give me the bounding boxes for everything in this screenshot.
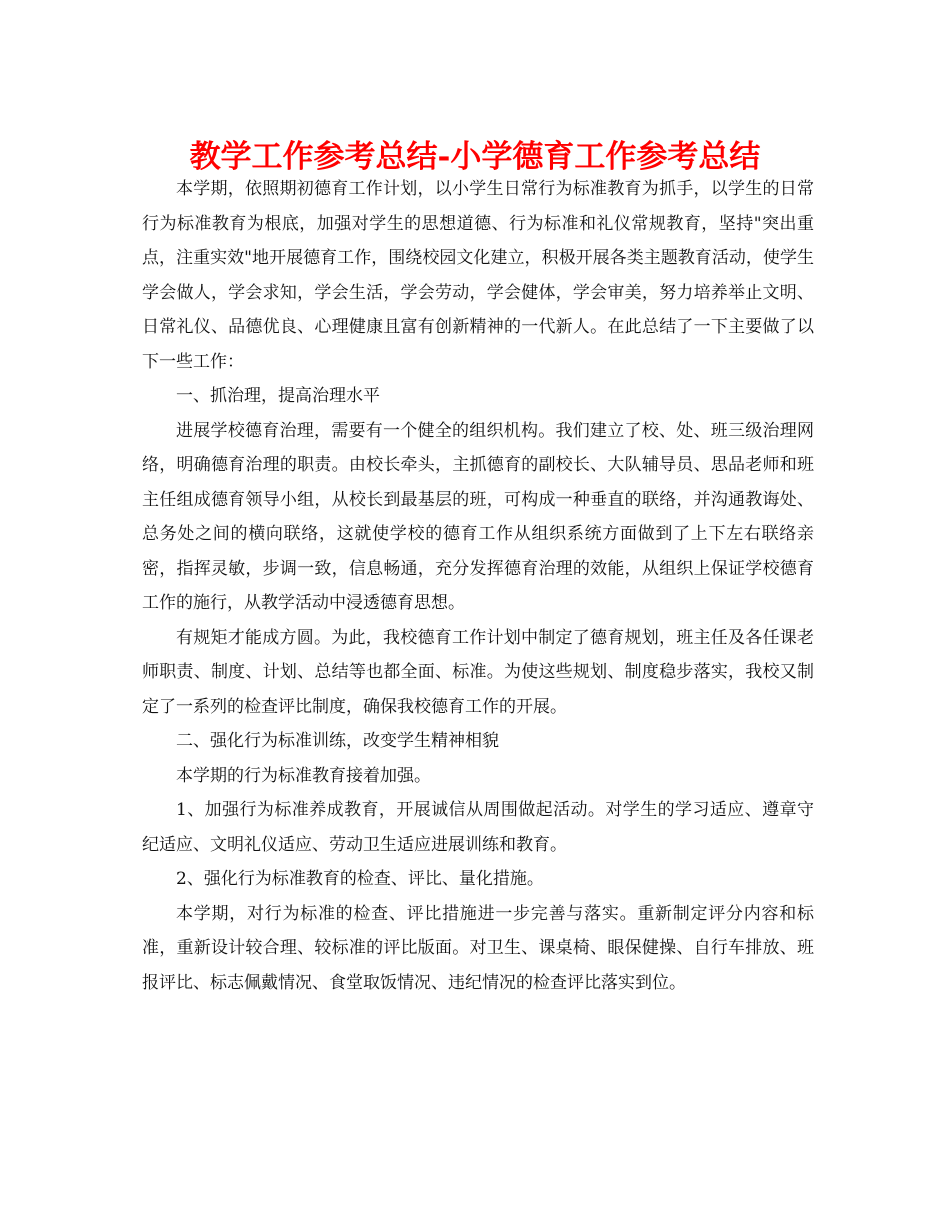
document-body xyxy=(142,172,814,1000)
paragraph-intro: 本学期，依照期初德育工作计划，以小学生日常行为标准教育为抓手，以学生的日常行为标准教育为根底，加强对学生的思想道德、行为标准和礼仪常规教育，坚持"突出重点，注重实效"地开展德育工作，围绕校园文化建立，积极开展各类主题教育活动，使学生学会做人，学会求知，学会生活，学会劳动，学会健体，学会审美，努力培养举止文明、日常礼仪、品德优良、心理健康且富有创新精神的一代新人。在此总结了一下主要做了以下一些工作： xyxy=(142,179,814,372)
paragraph: 进展学校德育治理，需要有一个健全的组织机构。我们建立了校、处、班三级治理网络，明确德育治理的职责。由校长牵头，主抓德育的副校长、大队辅导员、思品老师和班主任组成德育领导小组，从校长到最基层的班，可构成一种垂直的联络，并沟通教诲处、总务处之间的横向联络，这就使学校的德育工作从组织系统方面做到了上下左右联络亲密，指挥灵敏，步调一致，信息畅通，充分发挥德育治理的效能，从组织上保证学校德育工作的施行，从教学活动中浸透德育思想。 xyxy=(142,420,814,613)
section-heading-2: 二、强化行为标准训练，改变学生精神相貌 xyxy=(176,731,499,751)
paragraph: 本学期，对行为标准的检查、评比措施进一步完善与落实。重新制定评分内容和标准，重新设计较合理、较标准的评比版面。对卫生、课桌椅、眼保健操、自行车排放、班报评比、标志佩戴情况、食堂取饭情况、违纪情况的检查评比落实到位。 xyxy=(142,903,814,993)
section-heading-1: 一、抓治理，提高治理水平 xyxy=(176,386,380,406)
list-item: 1、加强行为标准养成教育，开展诚信从周围做起活动。对学生的学习适应、遵章守纪适应、文明礼仪适应、劳动卫生适应进展训练和教育。 xyxy=(142,800,814,855)
paragraph: 本学期的行为标准教育接着加强。 xyxy=(176,765,431,786)
paragraph: 有规矩才能成方圆。为此，我校德育工作计划中制定了德育规划，班主任及各任课老师职责、制度、计划、总结等也都全面、标准。为使这些规划、制度稳步落实，我校又制定了一系列的检查评比制度，确保我校德育工作的开展。 xyxy=(142,627,814,717)
document-title: 教学工作参考总结-小学德育工作参考总结 xyxy=(189,139,761,175)
list-item: 2、强化行为标准教育的检查、评比、量化措施。 xyxy=(176,869,544,889)
